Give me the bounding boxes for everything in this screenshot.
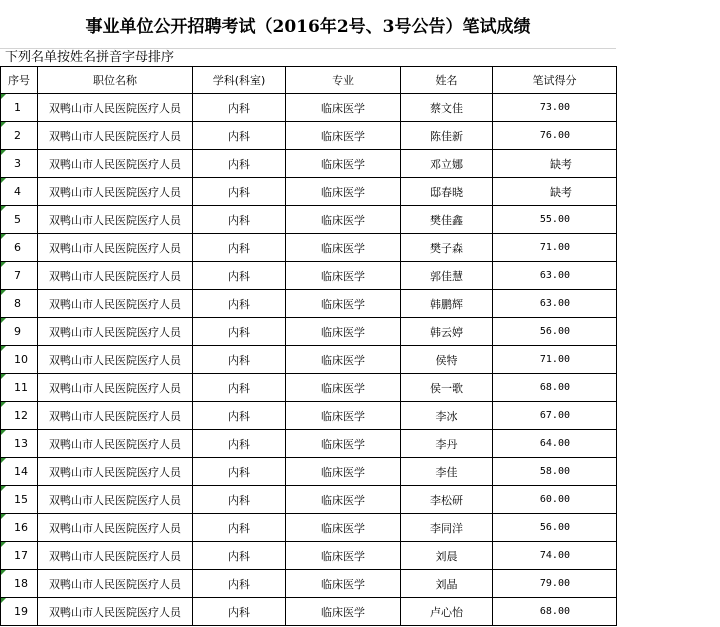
cell-comment-marker (1, 514, 6, 519)
cell-comment-marker (1, 150, 6, 155)
cell-position[interactable]: 双鸭山市人民医院医疗人员 (38, 458, 193, 486)
cell-comment-marker (1, 598, 6, 603)
cell-name[interactable]: 邸春晓 (401, 178, 493, 206)
cell-comment-marker (1, 402, 6, 407)
cell-comment-marker (1, 206, 6, 211)
table-row (1, 514, 617, 542)
seq-text: 5 (14, 213, 21, 226)
cell-comment-marker (1, 542, 6, 547)
cell-name[interactable]: 李松研 (401, 486, 493, 514)
cell-major[interactable]: 临床医学 (286, 234, 401, 262)
cell-seq[interactable] (1, 206, 38, 234)
table-row (1, 290, 617, 318)
cell-subject[interactable]: 内科 (193, 570, 286, 598)
cell-comment-marker (1, 486, 6, 491)
table-row (1, 318, 617, 346)
sort-note: 下列名单按姓名拼音字母排序 (5, 50, 175, 65)
seq-text: 3 (14, 157, 21, 170)
cell-score[interactable]: 79.00 (493, 570, 617, 598)
cell-seq[interactable] (1, 458, 38, 486)
cell-score[interactable]: 55.00 (493, 206, 617, 234)
cell-seq[interactable] (1, 542, 38, 570)
cell-name[interactable]: 郭佳慧 (401, 262, 493, 290)
header-subject: 学科(科室) (193, 67, 286, 94)
cell-position[interactable]: 双鸭山市人民医院医疗人员 (38, 514, 193, 542)
cell-position[interactable]: 双鸭山市人民医院医疗人员 (38, 206, 193, 234)
table-row (1, 402, 617, 430)
seq-text: 8 (14, 297, 21, 310)
seq-text: 17 (14, 549, 28, 562)
cell-position[interactable]: 双鸭山市人民医院医疗人员 (38, 430, 193, 458)
cell-seq[interactable] (1, 598, 38, 626)
seq-text: 9 (14, 325, 21, 338)
cell-subject[interactable]: 内科 (193, 514, 286, 542)
table-row (1, 486, 617, 514)
cell-major[interactable]: 临床医学 (286, 150, 401, 178)
cell-name[interactable]: 邓立娜 (401, 150, 493, 178)
cell-seq[interactable] (1, 430, 38, 458)
table-row (1, 598, 617, 626)
cell-score[interactable]: 68.00 (493, 374, 617, 402)
cell-position[interactable]: 双鸭山市人民医院医疗人员 (38, 598, 193, 626)
cell-comment-marker (1, 290, 6, 295)
table-body (1, 94, 617, 626)
cell-name[interactable]: 韩云婷 (401, 318, 493, 346)
table-row (1, 346, 617, 374)
cell-major[interactable]: 临床医学 (286, 290, 401, 318)
cell-major[interactable]: 临床医学 (286, 514, 401, 542)
cell-position[interactable]: 双鸭山市人民医院医疗人员 (38, 318, 193, 346)
cell-position[interactable]: 双鸭山市人民医院医疗人员 (38, 542, 193, 570)
header-position: 职位名称 (38, 67, 193, 94)
cell-subject[interactable]: 内科 (193, 486, 286, 514)
cell-score[interactable]: 73.00 (493, 94, 617, 122)
cell-score[interactable]: 71.00 (493, 234, 617, 262)
seq-text: 1 (14, 101, 21, 114)
cell-major[interactable]: 临床医学 (286, 94, 401, 122)
cell-name[interactable]: 侯特 (401, 346, 493, 374)
cell-seq[interactable] (1, 346, 38, 374)
cell-name[interactable]: 蔡文佳 (401, 94, 493, 122)
cell-seq[interactable] (1, 94, 38, 122)
cell-comment-marker (1, 122, 6, 127)
cell-comment-marker (1, 374, 6, 379)
cell-comment-marker (1, 318, 6, 323)
cell-seq[interactable] (1, 178, 38, 206)
cell-position[interactable]: 双鸭山市人民医院医疗人员 (38, 374, 193, 402)
cell-score[interactable]: 缺考 (493, 150, 617, 178)
cell-score[interactable]: 68.00 (493, 598, 617, 626)
cell-score[interactable]: 71.00 (493, 346, 617, 374)
cell-position[interactable]: 双鸭山市人民医院医疗人员 (38, 150, 193, 178)
header-major: 专业 (286, 67, 401, 94)
table-row (1, 430, 617, 458)
cell-comment-marker (1, 178, 6, 183)
cell-subject[interactable]: 内科 (193, 94, 286, 122)
cell-score[interactable]: 63.00 (493, 290, 617, 318)
cell-subject[interactable]: 内科 (193, 430, 286, 458)
cell-subject[interactable]: 内科 (193, 262, 286, 290)
page-title: 事业单位公开招聘考试（2016年2号、3号公告）笔试成绩 (0, 0, 616, 49)
cell-seq[interactable] (1, 374, 38, 402)
cell-subject[interactable]: 内科 (193, 542, 286, 570)
cell-major[interactable]: 临床医学 (286, 122, 401, 150)
cell-score[interactable]: 56.00 (493, 318, 617, 346)
cell-position[interactable]: 双鸭山市人民医院医疗人员 (38, 570, 193, 598)
cell-position[interactable]: 双鸭山市人民医院医疗人员 (38, 262, 193, 290)
header-seq: 序号 (1, 67, 38, 94)
cell-comment-marker (1, 94, 6, 99)
cell-name[interactable]: 李同洋 (401, 514, 493, 542)
table-row (1, 178, 617, 206)
cell-major[interactable]: 临床医学 (286, 458, 401, 486)
cell-comment-marker (1, 570, 6, 575)
cell-name[interactable]: 樊佳鑫 (401, 206, 493, 234)
seq-text: 4 (14, 185, 21, 198)
table-row (1, 374, 617, 402)
table-row (1, 234, 617, 262)
seq-text: 10 (14, 353, 28, 366)
cell-seq[interactable] (1, 318, 38, 346)
cell-name[interactable]: 樊子森 (401, 234, 493, 262)
cell-score[interactable]: 74.00 (493, 542, 617, 570)
cell-major[interactable]: 临床医学 (286, 262, 401, 290)
cell-subject[interactable]: 内科 (193, 178, 286, 206)
cell-comment-marker (1, 234, 6, 239)
cell-score[interactable]: 56.00 (493, 514, 617, 542)
cell-comment-marker (1, 430, 6, 435)
cell-subject[interactable]: 内科 (193, 234, 286, 262)
cell-name[interactable]: 陈佳新 (401, 122, 493, 150)
cell-position[interactable]: 双鸭山市人民医院医疗人员 (38, 290, 193, 318)
cell-major[interactable]: 临床医学 (286, 598, 401, 626)
cell-position[interactable]: 双鸭山市人民医院医疗人员 (38, 346, 193, 374)
cell-position[interactable]: 双鸭山市人民医院医疗人员 (38, 178, 193, 206)
cell-position[interactable]: 双鸭山市人民医院医疗人员 (38, 94, 193, 122)
cell-seq[interactable] (1, 150, 38, 178)
cell-score[interactable]: 缺考 (493, 178, 617, 206)
seq-text: 14 (14, 465, 28, 478)
cell-major[interactable]: 临床医学 (286, 542, 401, 570)
cell-position[interactable]: 双鸭山市人民医院医疗人员 (38, 122, 193, 150)
cell-subject[interactable]: 内科 (193, 374, 286, 402)
cell-subject[interactable]: 内科 (193, 290, 286, 318)
seq-text: 18 (14, 577, 28, 590)
seq-text: 6 (14, 241, 21, 254)
cell-score[interactable]: 60.00 (493, 486, 617, 514)
cell-seq[interactable] (1, 122, 38, 150)
cell-score[interactable]: 58.00 (493, 458, 617, 486)
cell-subject[interactable]: 内科 (193, 346, 286, 374)
table-row (1, 94, 617, 122)
seq-text: 16 (14, 521, 28, 534)
cell-subject[interactable]: 内科 (193, 318, 286, 346)
cell-comment-marker (1, 262, 6, 267)
cell-name[interactable]: 李佳 (401, 458, 493, 486)
header-score: 笔试得分 (493, 67, 617, 94)
header-name: 姓名 (401, 67, 493, 94)
seq-text: 19 (14, 605, 28, 618)
cell-seq[interactable] (1, 514, 38, 542)
table-row (1, 122, 617, 150)
cell-seq[interactable] (1, 290, 38, 318)
results-table (0, 66, 617, 626)
cell-score[interactable]: 67.00 (493, 402, 617, 430)
table-row (1, 542, 617, 570)
cell-seq[interactable] (1, 570, 38, 598)
cell-seq[interactable] (1, 234, 38, 262)
header-row (1, 67, 617, 94)
cell-position[interactable]: 双鸭山市人民医院医疗人员 (38, 486, 193, 514)
table-row (1, 570, 617, 598)
cell-name[interactable]: 李冰 (401, 402, 493, 430)
table-row (1, 150, 617, 178)
cell-score[interactable]: 63.00 (493, 262, 617, 290)
cell-name[interactable]: 刘晶 (401, 570, 493, 598)
cell-subject[interactable]: 内科 (193, 122, 286, 150)
cell-major[interactable]: 临床医学 (286, 570, 401, 598)
seq-text: 2 (14, 129, 21, 142)
cell-subject[interactable]: 内科 (193, 206, 286, 234)
cell-name[interactable]: 刘晨 (401, 542, 493, 570)
seq-text: 7 (14, 269, 21, 282)
cell-position[interactable]: 双鸭山市人民医院医疗人员 (38, 234, 193, 262)
cell-major[interactable]: 临床医学 (286, 402, 401, 430)
cell-major[interactable]: 临床医学 (286, 346, 401, 374)
seq-text: 13 (14, 437, 28, 450)
table-row (1, 206, 617, 234)
cell-seq[interactable] (1, 402, 38, 430)
cell-comment-marker (1, 458, 6, 463)
cell-major[interactable]: 临床医学 (286, 430, 401, 458)
cell-major[interactable]: 临床医学 (286, 178, 401, 206)
cell-seq[interactable] (1, 486, 38, 514)
seq-text: 11 (14, 381, 28, 394)
cell-score[interactable]: 64.00 (493, 430, 617, 458)
table-row (1, 458, 617, 486)
cell-subject[interactable]: 内科 (193, 458, 286, 486)
cell-comment-marker (1, 346, 6, 351)
cell-name[interactable]: 侯一歌 (401, 374, 493, 402)
cell-subject[interactable]: 内科 (193, 598, 286, 626)
seq-text: 12 (14, 409, 28, 422)
cell-major[interactable]: 临床医学 (286, 206, 401, 234)
cell-name[interactable]: 韩鹏辉 (401, 290, 493, 318)
cell-name[interactable]: 卢心怡 (401, 598, 493, 626)
cell-major[interactable]: 临床医学 (286, 318, 401, 346)
table-row (1, 262, 617, 290)
cell-subject[interactable]: 内科 (193, 150, 286, 178)
cell-seq[interactable] (1, 262, 38, 290)
cell-major[interactable]: 临床医学 (286, 374, 401, 402)
cell-position[interactable]: 双鸭山市人民医院医疗人员 (38, 402, 193, 430)
cell-name[interactable]: 李丹 (401, 430, 493, 458)
cell-score[interactable]: 76.00 (493, 122, 617, 150)
cell-major[interactable]: 临床医学 (286, 486, 401, 514)
seq-text: 15 (14, 493, 28, 506)
cell-subject[interactable]: 内科 (193, 402, 286, 430)
